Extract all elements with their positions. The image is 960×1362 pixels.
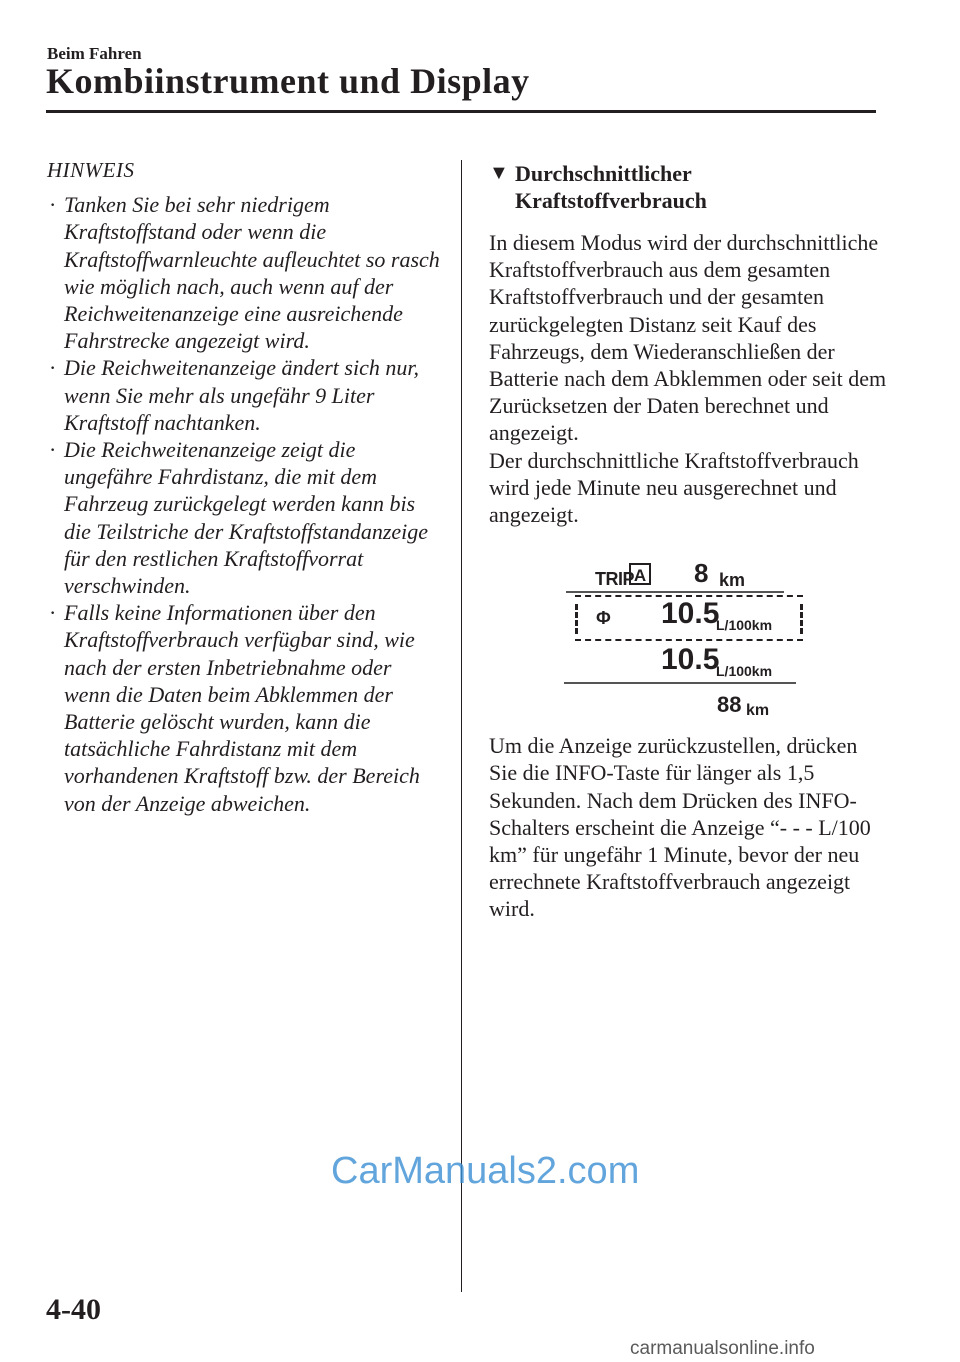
instrument-display-figure xyxy=(564,560,814,720)
note-item xyxy=(47,191,442,354)
current-consumption-value: 10.5 xyxy=(661,643,720,677)
trip-value: 8 xyxy=(694,558,709,589)
watermark-footer: carmanualsonline.info xyxy=(630,1338,815,1359)
note-item xyxy=(47,436,442,599)
average-consumption-value: 10.5 xyxy=(661,597,720,631)
watermark-logo: CarManuals2.com xyxy=(331,1150,640,1192)
subheading-line1: Durchschnittlicher xyxy=(515,161,692,186)
triangle-down-icon: ▼ xyxy=(489,162,509,184)
display-divider-bottom xyxy=(564,682,796,684)
paragraph-intro: In diesem Modus wird der durchschnittliche Kraftstoffverbrauch aus dem gesamten Kraftstoffverbrauch und der gesamten zurückgelegten Distanz seit Kauf des Fahrzeugs, dem Wiederanschließen der Batterie nach dem Abklemmen oder seit dem Zurücksetzen der Daten berechnet und angezeigt. xyxy=(489,230,887,446)
note-item xyxy=(47,599,442,817)
note-item-text: Tanken Sie bei sehr niedrigem Kraftstoffstand oder wenn die Kraftstoffwarnleuchte aufleuchtet so rasch wie möglich nach, auch wenn auf der Reichweitenanzeige eine ausreichende Fahrstrecke angezeigt wird. xyxy=(64,192,440,354)
section-label: Beim Fahren xyxy=(47,44,142,63)
note-column xyxy=(47,157,442,817)
note-item-text: Falls keine Informationen über den Kraftstoffverbrauch verfügbar sind, wie nach der ersten Inbetriebnahme oder wenn die Daten beim Abklemmen der Batterie gelöscht wurden, kann die tatsächliche Fahrdistanz mit dem vorhandenen Kraftstoff bzw. der Bereich von der Anzeige abweichen. xyxy=(64,600,420,816)
average-box-left-edge xyxy=(575,604,581,634)
range-unit: km xyxy=(746,702,770,720)
trip-label: TRIP xyxy=(595,569,635,590)
bullet-dot: · xyxy=(49,192,57,218)
note-item-text: Die Reichweitenanzeige zeigt die ungefähre Fahrdistanz, die mit dem Fahrzeug zurückgelegt werden kann bis die Teilstriche der Kraftstoffstandanzeige für den restlichen Kraftstoffvorrat verschwinden. xyxy=(64,437,429,599)
current-consumption-unit: L/100km xyxy=(716,663,773,680)
chapter-title: Kombiinstrument und Display xyxy=(46,61,530,101)
bullet-dot: · xyxy=(49,355,57,381)
note-list xyxy=(47,191,442,817)
subheading-line2: Kraftstoffverbrauch xyxy=(515,188,707,213)
trip-letter-box: A xyxy=(629,563,651,585)
note-item-text: Die Reichweitenanzeige ändert sich nur, wenn Sie mehr als ungefähr 9 Liter Kraftstoff nachtanken. xyxy=(64,355,419,435)
note-item xyxy=(47,354,442,436)
average-symbol-icon: Φ xyxy=(596,608,611,629)
paragraph-update: Der durchschnittliche Kraftstoffverbrauch wird jede Minute neu ausgerechnet und angezeigt. xyxy=(489,447,859,528)
average-consumption-unit: L/100km xyxy=(716,617,773,634)
section-subheading xyxy=(489,160,889,214)
paragraph-reset: Um die Anzeige zurückzustellen, drücken Sie die INFO-Taste für länger als 1,5 Sekunden. Nach dem Drücken des INFO-Schalters erscheint die Anzeige “- - - L/100 km” für ungefähr 1 Minute, bevor der neu errechnete Kraftstoffverbrauch angezeigt wird. xyxy=(489,733,871,922)
content-column xyxy=(489,160,889,923)
trip-unit: km xyxy=(719,570,746,591)
range-value: 88 xyxy=(717,692,742,718)
page-number: 4-40 xyxy=(46,1293,101,1326)
bullet-dot: · xyxy=(49,437,57,463)
display-divider-top xyxy=(566,591,784,593)
column-divider xyxy=(461,160,462,1292)
note-heading: HINWEIS xyxy=(47,158,135,182)
bullet-dot: · xyxy=(49,600,57,626)
header-rule xyxy=(46,110,876,113)
average-box-right-edge xyxy=(800,604,806,634)
